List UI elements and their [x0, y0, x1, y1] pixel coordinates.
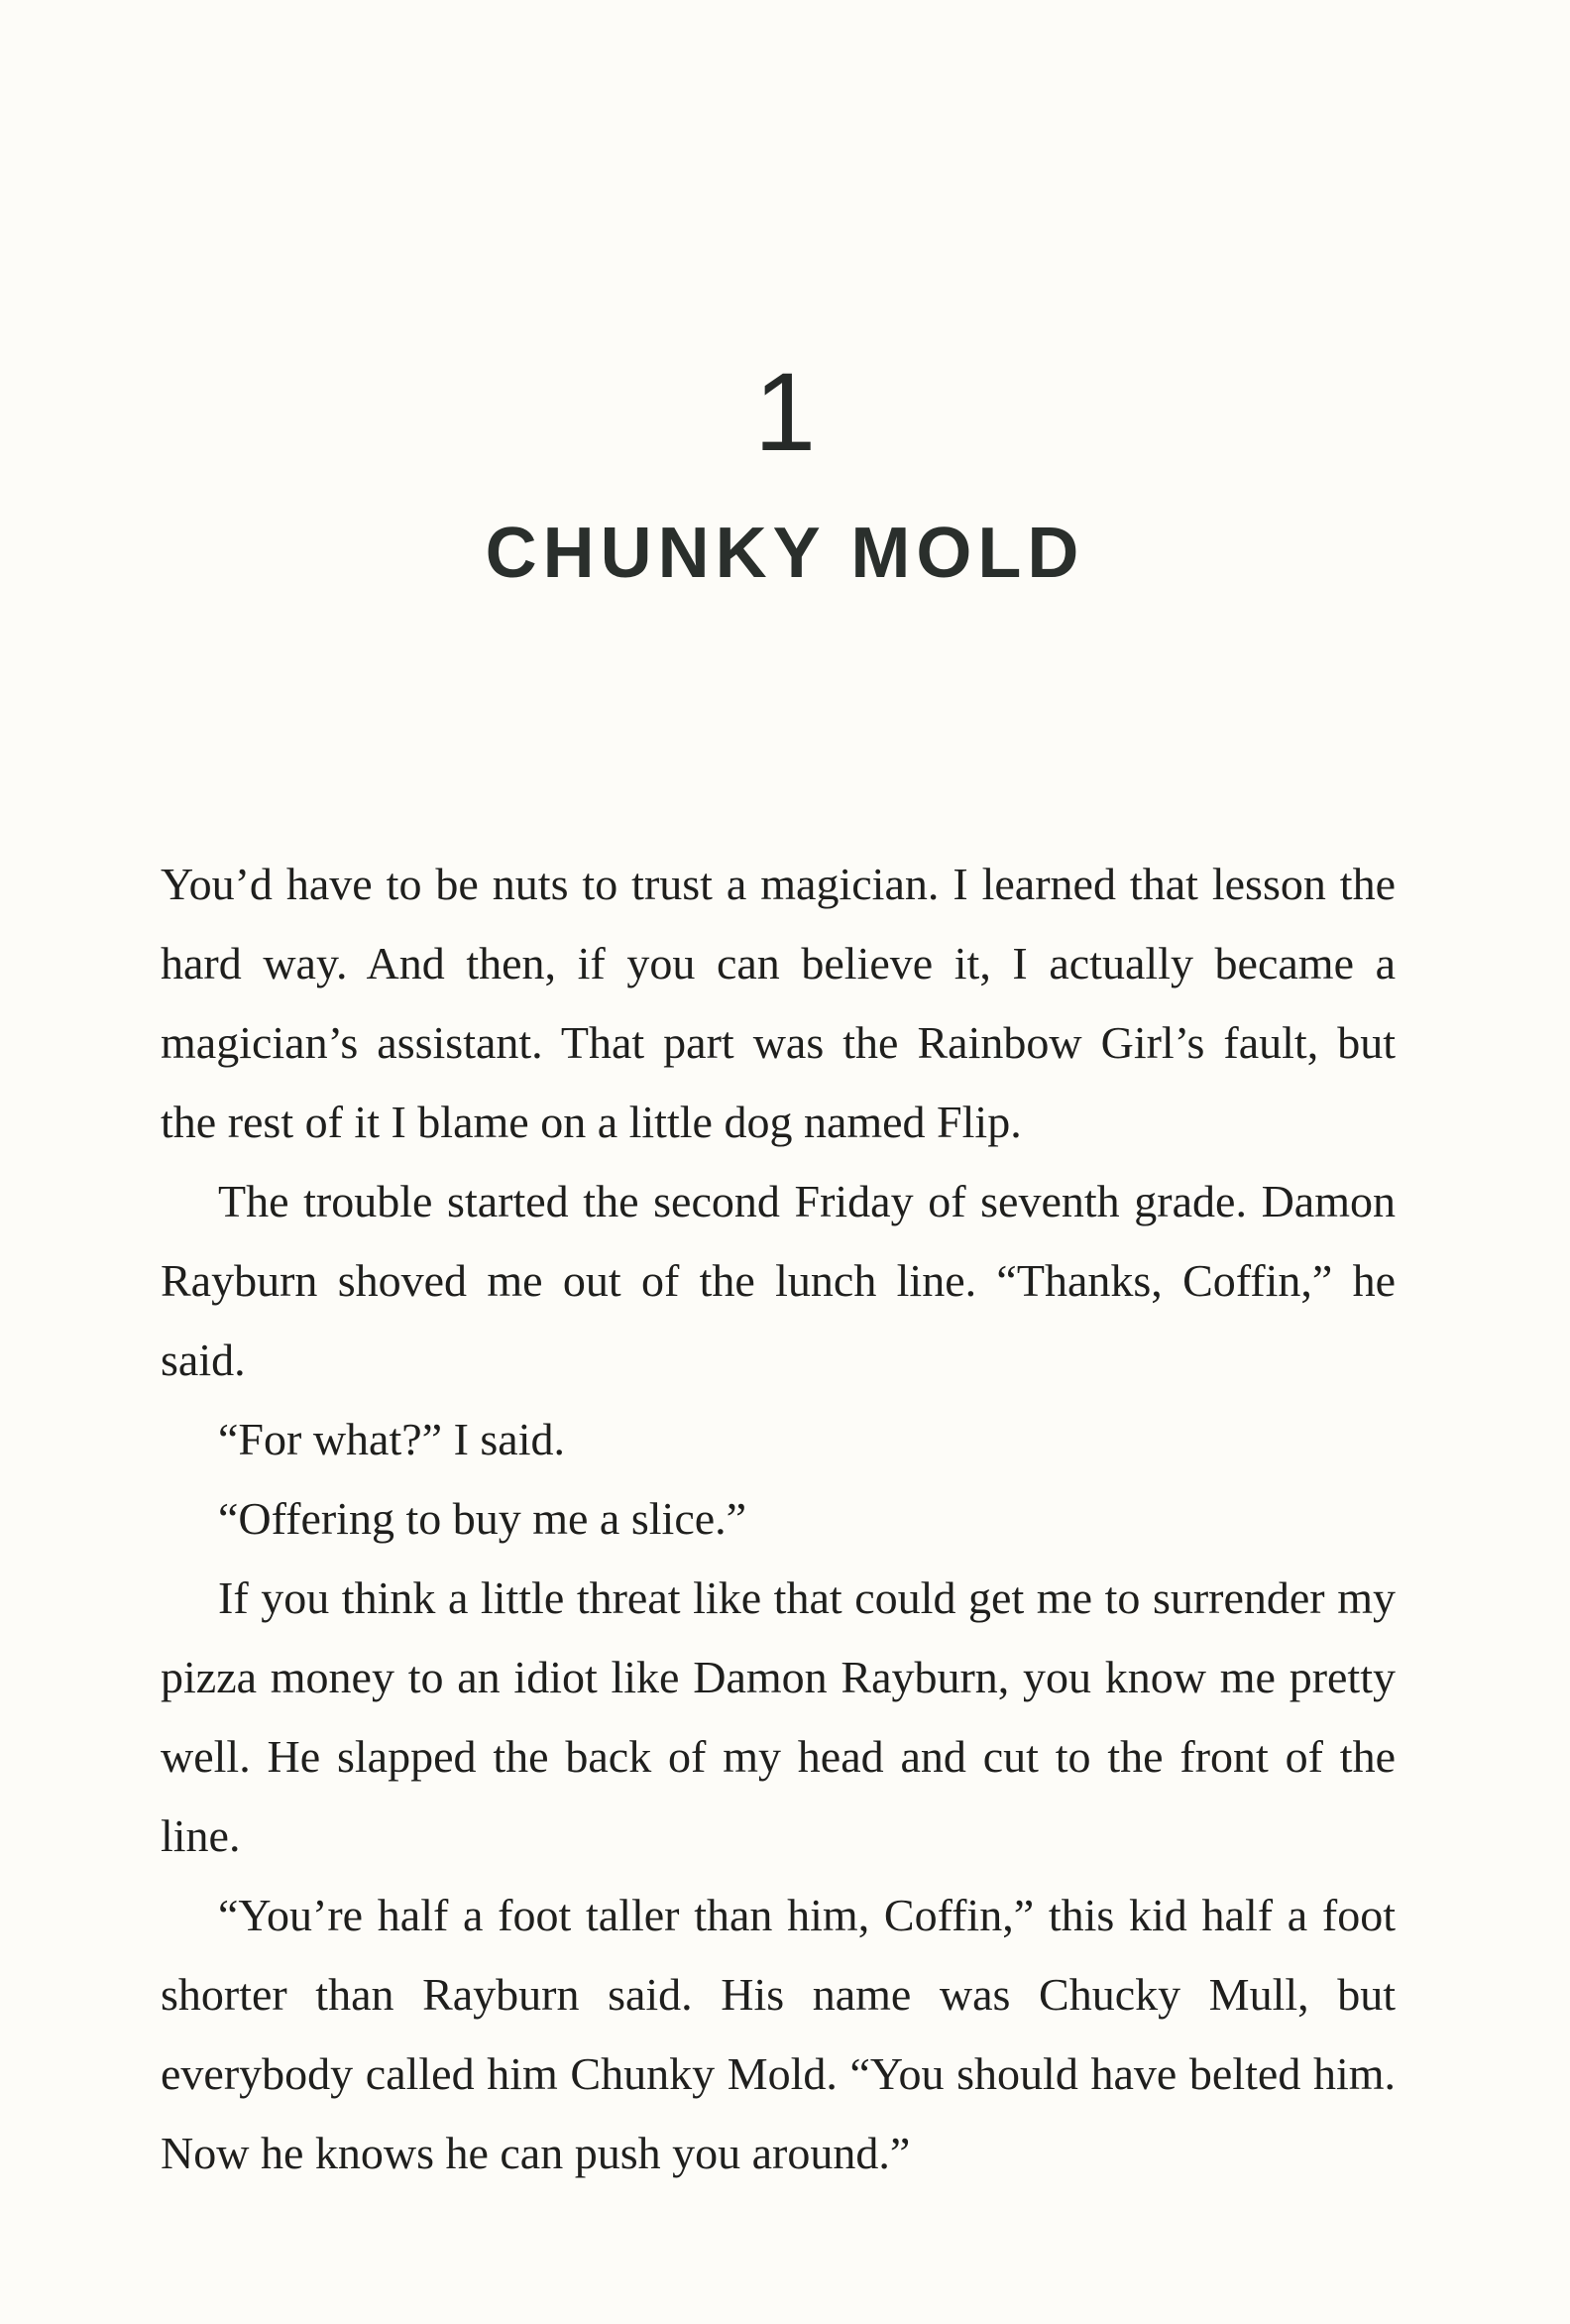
paragraph: “Offering to buy me a slice.” — [218, 1493, 747, 1544]
paragraph: You’d have to be nuts to trust a magician. I learned that lesson the hard way. And then, if you can believe it, I actually became a magician’s assistant. That part was the Rainbow Girl’s fault, but the rest of it I blame on a little dog named Flip. — [161, 859, 1396, 1147]
chapter-body — [161, 845, 1396, 2193]
paragraph: If you think a little threat like that could get me to surrender my pizza money to an idiot like Damon Rayburn, you know me pretty well. He slapped the back of my head and cut to the front of the line. — [161, 1572, 1396, 1861]
chapter-number: 1 — [753, 350, 817, 474]
paragraph: “You’re half a foot taller than him, Coffin,” this kid half a foot shorter than Rayburn said. His name was Chucky Mull, but everybody called him Chunky Mold. “You should have belted him. Now he knows he can push you around.” — [161, 1890, 1396, 2178]
chapter-title: CHUNKY MOLD — [485, 514, 1085, 593]
paragraph: “For what?” I said. — [218, 1414, 565, 1464]
paragraph: The trouble started the second Friday of seventh grade. Damon Rayburn shoved me out of the lunch line. “Thanks, Coffin,” he said. — [161, 1176, 1396, 1385]
